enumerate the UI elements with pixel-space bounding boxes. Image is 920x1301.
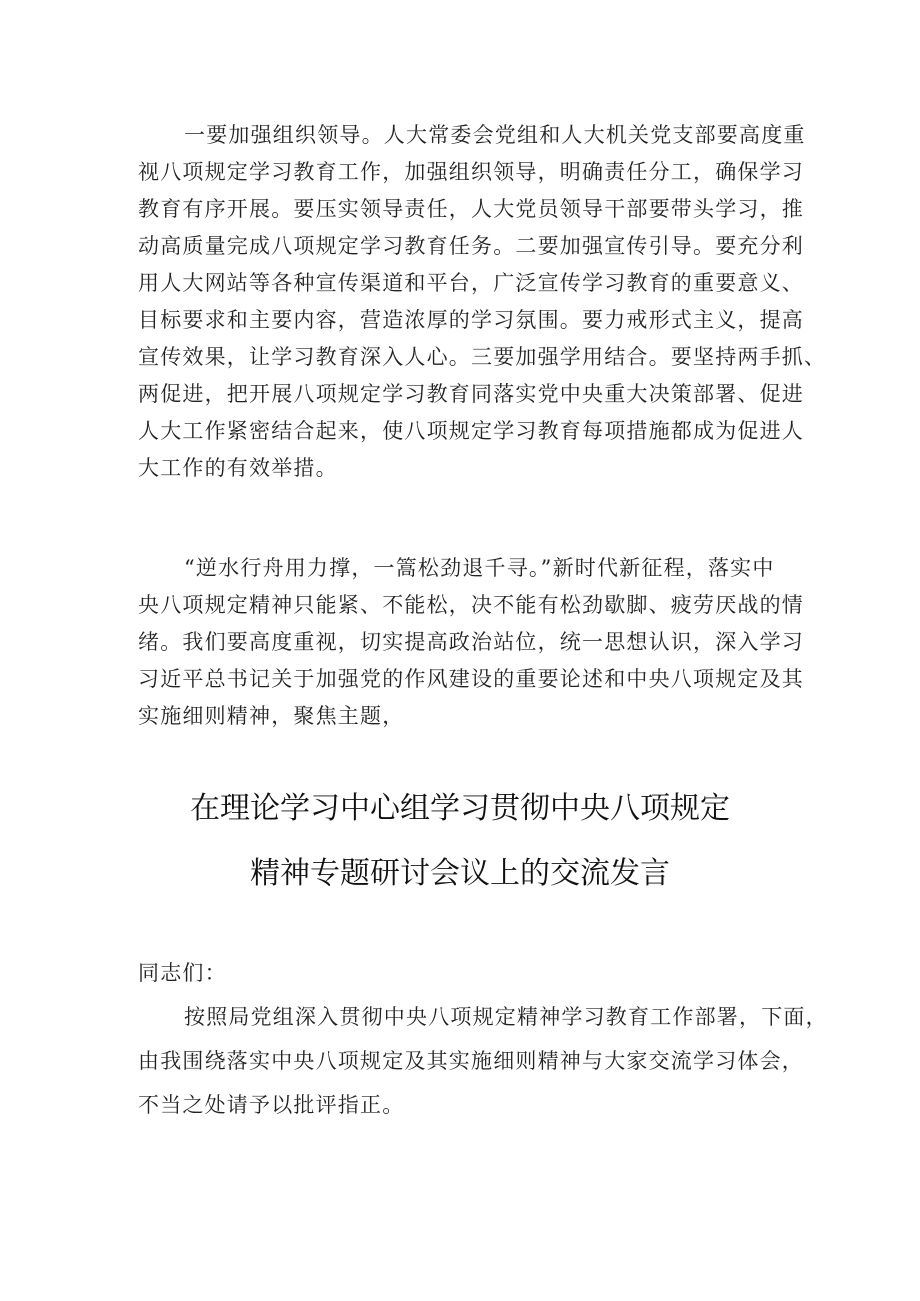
text-line: 实施细则精神，聚焦主题， bbox=[138, 704, 405, 728]
text-line: 目标要求和主要内容，营造浓厚的学习氛围。要力戒形式主义，提高 bbox=[138, 308, 804, 332]
text-line: 教育有序开展。要压实领导责任，人大党员领导干部要带头学习，推 bbox=[138, 197, 804, 221]
text-line: 两促进，把开展八项规定学习教育同落实党中央重大决策部署、促进 bbox=[138, 382, 804, 406]
text-line: 人大工作紧密结合起来，使八项规定学习教育每项措施都成为促进人 bbox=[138, 419, 804, 443]
text-line: 习近平总书记关于加强党的作风建设的重要论述和中央八项规定及其 bbox=[138, 667, 804, 691]
body-paragraph-3 bbox=[138, 995, 828, 1127]
text-line: 不当之处请予以批评指正。 bbox=[138, 1093, 405, 1117]
text-line: 视八项规定学习教育工作，加强组织领导，明确责任分工，确保学习 bbox=[138, 160, 804, 184]
text-line: 动高质量完成八项规定学习教育任务。二要加强宣传引导。要充分利 bbox=[138, 234, 804, 258]
document-title-line-2: 精神专题研讨会议上的交流发言 bbox=[250, 856, 670, 891]
text-line: 一要加强组织领导。人大常委会党组和人大机关党支部要高度重 bbox=[184, 123, 806, 147]
text-line: 绪。我们要高度重视，切实提高政治站位，统一思想认识，深入学习 bbox=[138, 630, 804, 654]
body-paragraph-2 bbox=[138, 550, 804, 735]
text-line: 大工作的有效举措。 bbox=[138, 456, 338, 480]
greeting: 同志们： bbox=[138, 961, 227, 985]
text-line: 由我围绕落实中央八项规定及其实施细则精神与大家交流学习体会， bbox=[138, 1049, 804, 1073]
document-title-line-1: 在理论学习中心组学习贯彻中央八项规定 bbox=[190, 791, 730, 826]
text-line: 宣传效果，让学习教育深入人心。三要加强学用结合。要坚持两手抓、 bbox=[138, 345, 827, 369]
text-line: 央八项规定精神只能紧、不能松，决不能有松劲歇脚、疲劳厌战的情 bbox=[138, 593, 804, 617]
body-paragraph-1 bbox=[138, 117, 827, 487]
text-line: “逆水行舟用力撑，一篙松劲退千寻。”新时代新征程，落实中 bbox=[184, 556, 775, 580]
text-line: 用人大网站等各种宣传渠道和平台，广泛宣传学习教育的重要意义、 bbox=[138, 271, 804, 295]
text-line: 按照局党组深入贯彻中央八项规定精神学习教育工作部署，下面， bbox=[184, 1005, 828, 1029]
